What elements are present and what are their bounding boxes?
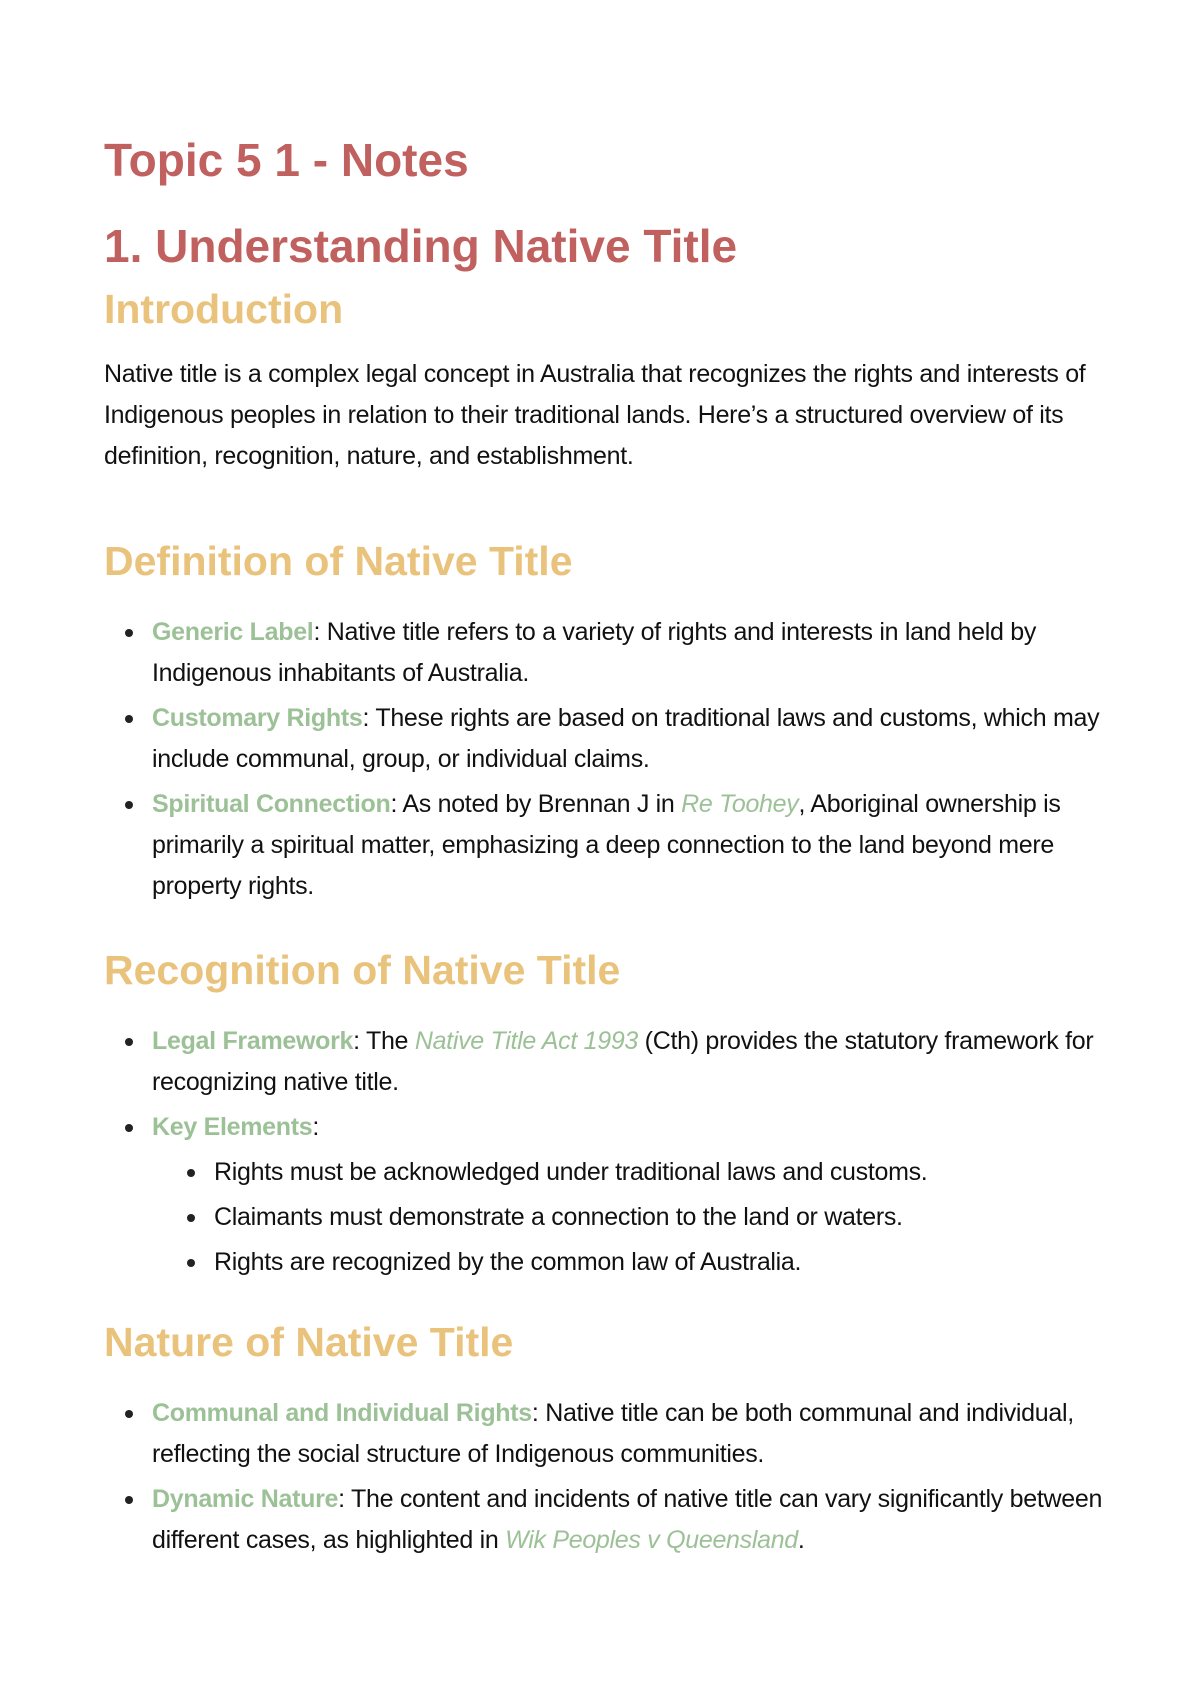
term-label: Customary Rights	[152, 704, 363, 732]
term-label: Generic Label	[152, 618, 314, 646]
term-label: Communal and Individual Rights	[152, 1399, 532, 1427]
nature-list	[104, 1393, 1104, 1565]
term-label: Key Elements	[152, 1113, 313, 1141]
section-heading: 1. Understanding Native Title	[104, 220, 738, 272]
sublist-item: Rights must be acknowledged under traditional laws and customs.	[152, 1152, 1104, 1193]
key-elements-sublist	[152, 1152, 1104, 1283]
recognition-list	[104, 1021, 1104, 1287]
list-item: Generic Label: Native title refers to a variety of rights and interests in land held by Indigenous inhabitants of Australia.	[104, 612, 1104, 694]
list-item: Dynamic Nature: The content and incidents of native title can vary significantly between different cases, as highlighted in Wik Peoples v Queensland.	[104, 1479, 1104, 1561]
introduction-paragraph: Native title is a complex legal concept in Australia that recognizes the rights and interests of Indigenous peoples in relation to their traditional lands. Here’s a structured overview of its definition, recognition, nature, and establishment.	[104, 360, 1086, 470]
recognition-heading: Recognition of Native Title	[104, 947, 621, 993]
term-label: Legal Framework	[152, 1027, 354, 1055]
introduction-heading: Introduction	[104, 286, 344, 332]
term-label: Spiritual Connection	[152, 790, 391, 818]
act-citation: Native Title Act 1993	[414, 1027, 639, 1055]
sublist-item: Rights are recognized by the common law of Australia.	[152, 1242, 1104, 1283]
list-item: Key Elements: Rights must be acknowledged under traditional laws and customs. Claimants must demonstrate a connection to the land or waters. Rights are recognized by the common law of Australia.	[104, 1107, 1104, 1283]
list-item: Legal Framework: The Native Title Act 1993 (Cth) provides the statutory framework for recognizing native title.	[104, 1021, 1104, 1103]
nature-heading: Nature of Native Title	[104, 1319, 514, 1365]
sublist-item: Claimants must demonstrate a connection to the land or waters.	[152, 1197, 1104, 1238]
list-item: Customary Rights: These rights are based on traditional laws and customs, which may include communal, group, or individual claims.	[104, 698, 1104, 780]
list-item: Communal and Individual Rights: Native title can be both communal and individual, reflecting the social structure of Indigenous communities.	[104, 1393, 1104, 1475]
list-item: Spiritual Connection: As noted by Brennan J in Re Toohey, Aboriginal ownership is primarily a spiritual matter, emphasizing a deep connection to the land beyond mere property rights.	[104, 784, 1104, 907]
definition-list	[104, 612, 1104, 911]
definition-heading: Definition of Native Title	[104, 538, 573, 584]
case-citation: Re Toohey	[681, 790, 799, 818]
document-title: Topic 5 1 - Notes	[104, 134, 469, 186]
case-citation: Wik Peoples v Queensland	[505, 1526, 798, 1554]
term-label: Dynamic Nature	[152, 1485, 339, 1513]
